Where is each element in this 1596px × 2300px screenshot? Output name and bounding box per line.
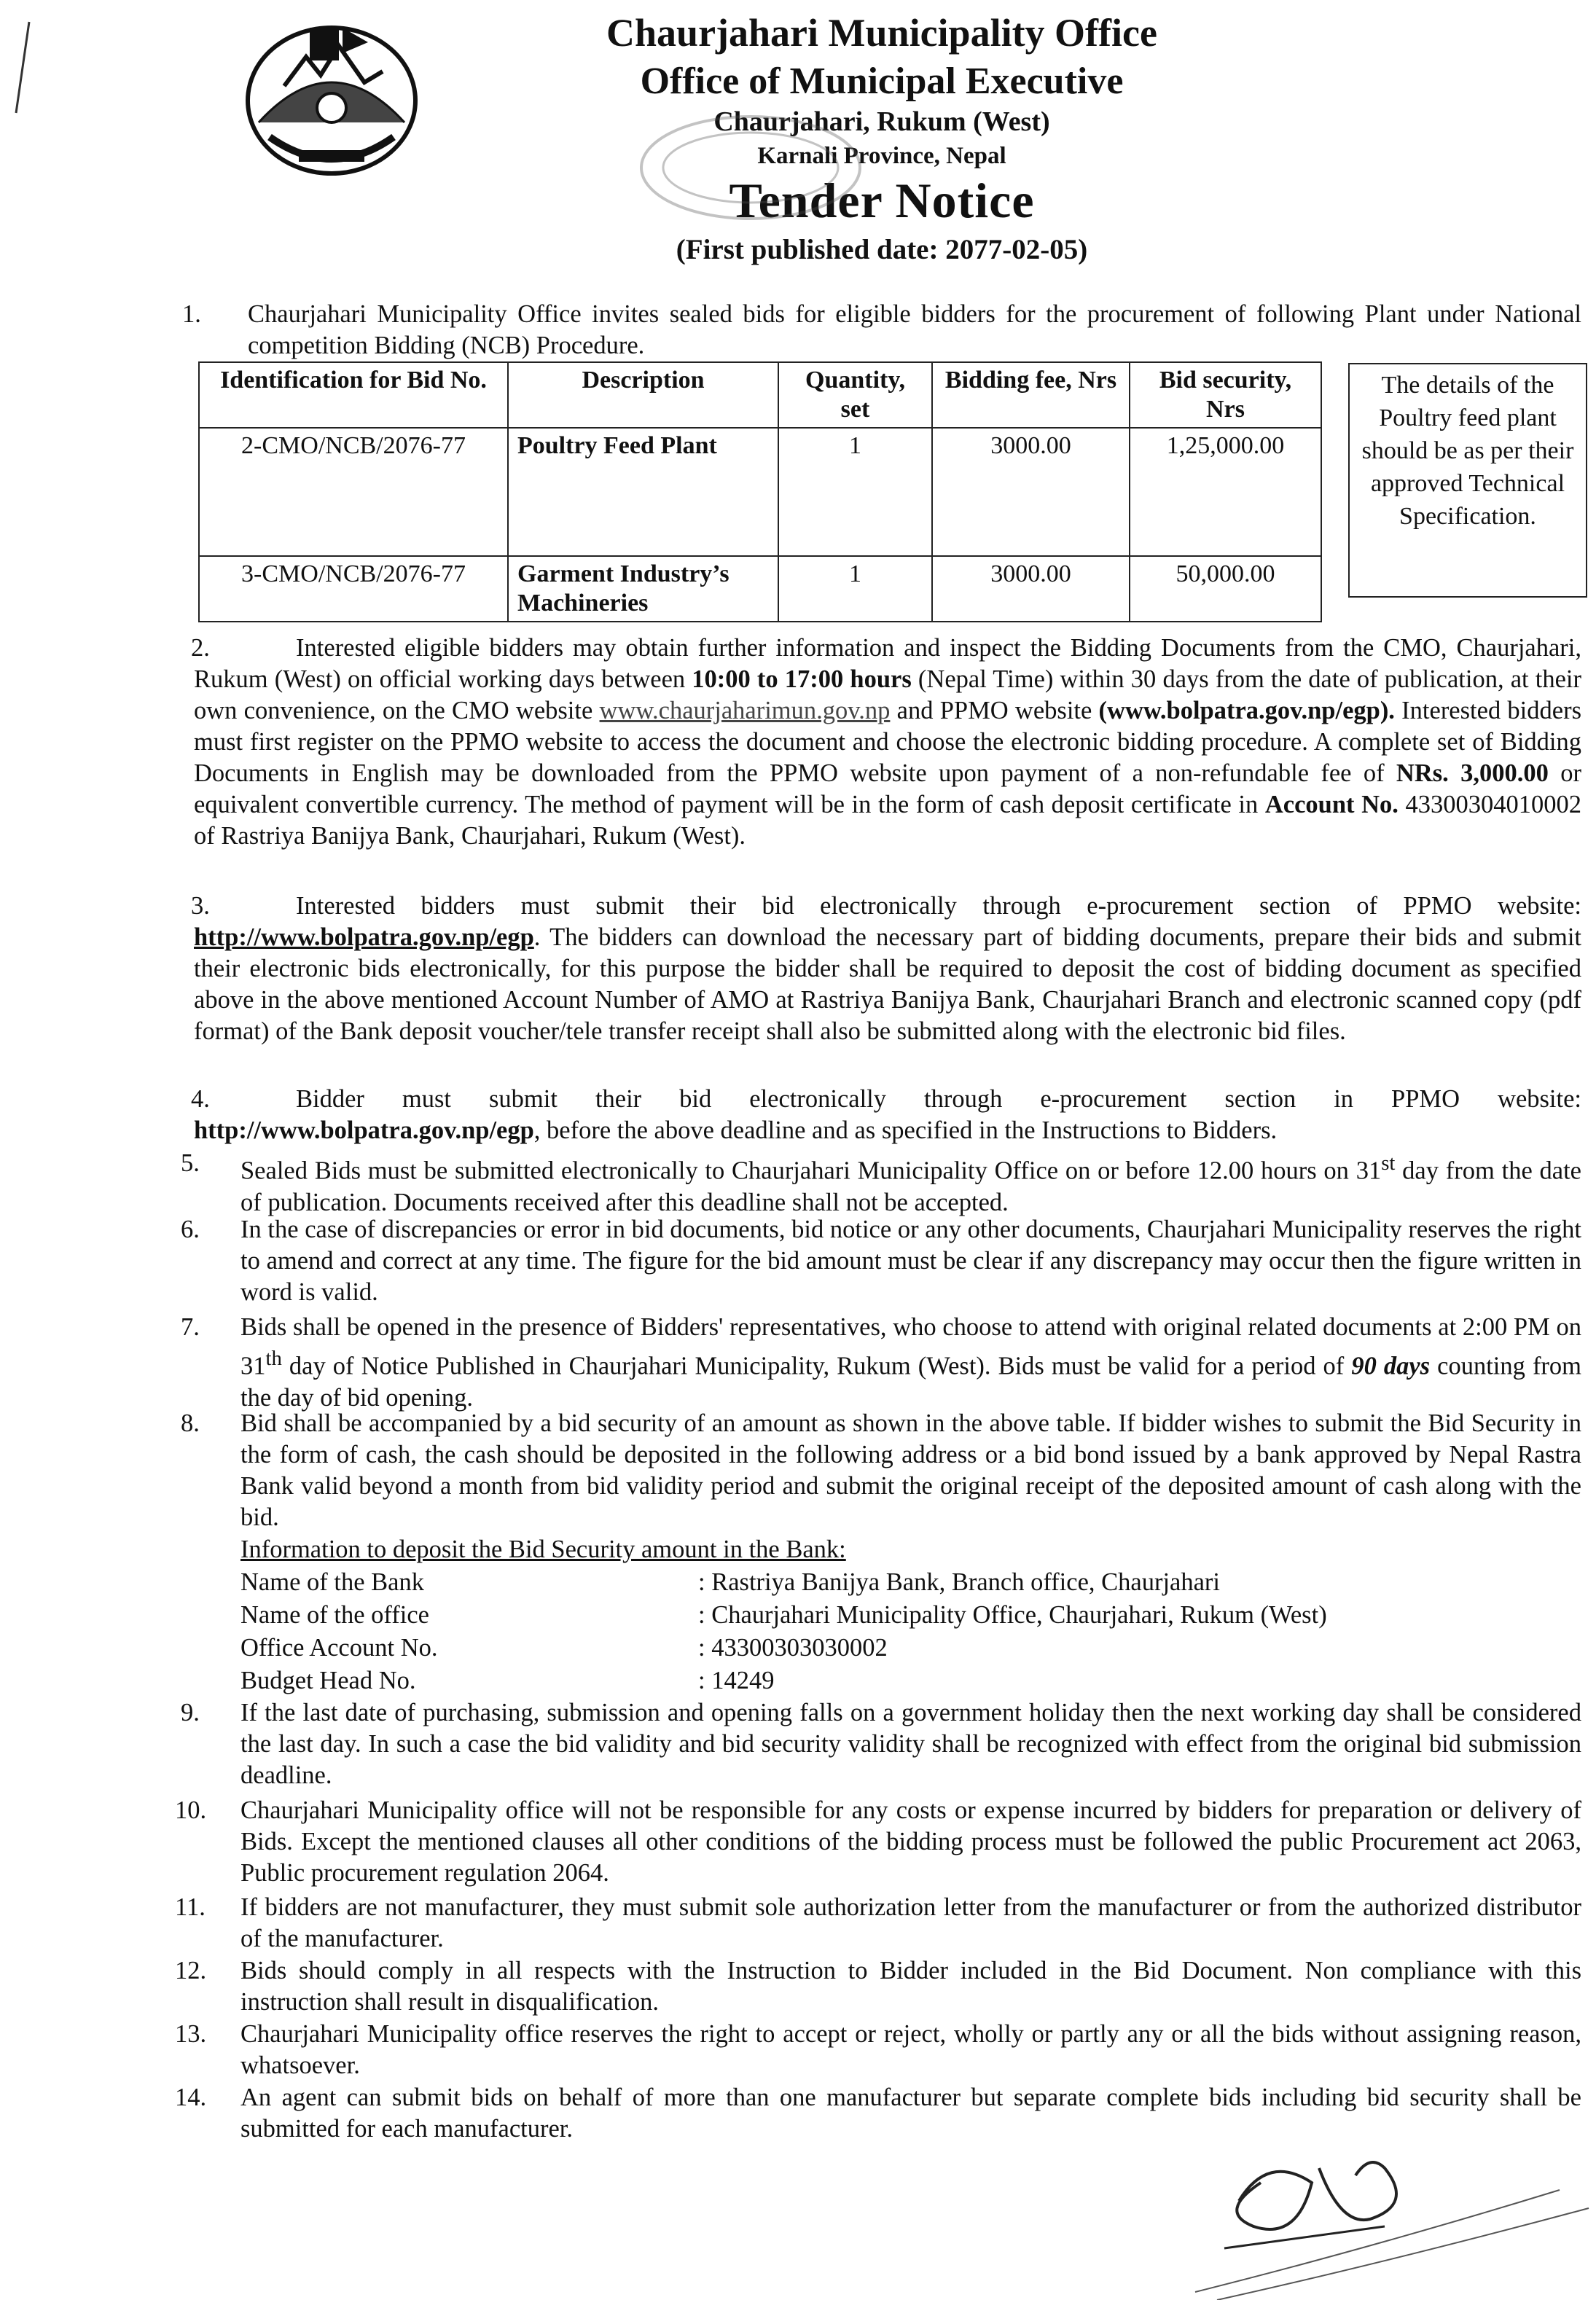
para-9-number: 9. bbox=[181, 1699, 200, 1726]
nepal-emblem-logo bbox=[240, 13, 423, 181]
cell-quantity: 1 bbox=[778, 556, 932, 622]
para-4-number: 4. bbox=[191, 1085, 210, 1113]
margin-pen-mark bbox=[7, 18, 36, 120]
para-12-text: Bids should comply in all respects with the Instruction to Bidder included in the Bid Document. Non compliance with this instruction shall result in disqualification. bbox=[240, 1957, 1581, 2016]
para-5-text: Sealed Bids must be submitted electronically to Chaurjahari Municipality Office on or before 12.00 hours on 31st day from the date of publication. Documents received after this deadline shall not be accepted. bbox=[240, 1151, 1581, 1216]
para-13-text: Chaurjahari Municipality office reserves the right to accept or reject, wholly or partly any or all the bids without assigning reason, whatsoever. bbox=[240, 2020, 1581, 2079]
para-13-number: 13. bbox=[175, 2020, 207, 2048]
ppmo-egp-link-2[interactable]: http://www.bolpatra.gov.np/egp bbox=[194, 1116, 534, 1144]
para-2-text: Interested eligible bidders may obtain further information and inspect the Bidding Documents from the CMO, Chaurjahari, Rukum (West) on official working days between 10:00 to 17:00 hours (Nepal Time) within 30 days from the date of publication, at their own convenience, on the CMO website www.chaurjaharimun.gov.np and PPMO website (www.bolpatra.gov.np/egp). Interested bidders must first register on the PPMO website to access the document and choose the electronic bidding procedure. A complete set of Bidding Documents in English may be downloaded from the PPMO website upon payment of a non-refundable fee of NRs. 3,000.00 or equivalent convertible currency. The method of payment will be in the form of cash deposit certificate in Account No. 43300304010002 of Rastriya Banijya Bank, Chaurjahari, Rukum (West). bbox=[194, 634, 1582, 850]
cell-id: 2-CMO/NCB/2076-77 bbox=[199, 428, 508, 556]
para-14-number: 14. bbox=[175, 2084, 207, 2111]
ppmo-website-link[interactable]: (www.bolpatra.gov.np/egp). bbox=[1098, 697, 1395, 724]
col-header-description: Description bbox=[508, 362, 778, 428]
ppmo-egp-link[interactable]: http://www.bolpatra.gov.np/egp bbox=[194, 923, 534, 951]
para-8-text: Bid shall be accompanied by a bid security of an amount as shown in the above table. If bidder wishes to submit the Bid Security in the form of cash, the cash should be deposited in the following address or a bid bond issued by a bank approved by Nepal Rastra Bank valid beyond a month from bid validity period and submit the original receipt of the deposited amount of cash along with the bid. bbox=[240, 1409, 1581, 1531]
para-1-number: 1. bbox=[182, 300, 201, 328]
officer-signature bbox=[1151, 2139, 1596, 2300]
para-9-text: If the last date of purchasing, submission and opening falls on a government holiday then the next working day shall be considered the last day. In such a case the bid validity and bid security validity shall be recognized with effect from the original bid submission deadline. bbox=[240, 1699, 1581, 1789]
col-header-id: Identification for Bid No. bbox=[199, 362, 508, 428]
para-14-text: An agent can submit bids on behalf of more than one manufacturer but separate complete bids including bid security shall be submitted for each manufacturer. bbox=[240, 2084, 1581, 2143]
col-header-security: Bid security, Nrs bbox=[1130, 362, 1321, 428]
table-row bbox=[199, 556, 1321, 622]
para-3-number: 3. bbox=[191, 892, 210, 920]
office-location: Chaurjahari, Rukum (West) bbox=[713, 106, 1050, 137]
office-subtitle: Office of Municipal Executive bbox=[640, 60, 1124, 102]
office-name: Chaurjahari Municipality Office bbox=[606, 11, 1157, 55]
specification-note: The details of the Poultry feed plant should be as per their approved Technical Specification. bbox=[1348, 363, 1587, 598]
cell-fee: 3000.00 bbox=[932, 556, 1130, 622]
bank-name-value: : Rastriya Banijya Bank, Branch office, Chaurjahari bbox=[698, 1568, 1220, 1596]
para-5-number: 5. bbox=[181, 1149, 200, 1177]
para-3-text: Interested bidders must submit their bid electronically through e-procurement section of PPMO website: http://www.bolpatra.gov.np/egp. The bidders can download the necessary part of bidding documents, prepare their bids and submit their electronic bids electronically, for this purpose the bidder shall be required to deposit the cost of bidding document as specified above in the above mentioned Account Number of AMO at Rastriya Banijya Bank, Chaurjahari Branch and electronic scanned copy (pdf format) of the Bank deposit voucher/tele transfer receipt shall also be submitted along with the electronic bid files. bbox=[194, 892, 1581, 1045]
bank-name-label: Name of the Bank bbox=[240, 1568, 424, 1596]
office-name-value: : Chaurjahari Municipality Office, Chaurjahari, Rukum (West) bbox=[698, 1601, 1327, 1629]
cell-id: 3-CMO/NCB/2076-77 bbox=[199, 556, 508, 622]
para-4-text: Bidder must submit their bid electronically through e-procurement section in PPMO website: http://www.bolpatra.gov.np/egp, before the above deadline and as specified in the Instructions to Bidders. bbox=[194, 1085, 1581, 1144]
cell-description: Poultry Feed Plant bbox=[508, 428, 778, 556]
page-title: Tender Notice bbox=[729, 173, 1035, 228]
municipal-stamp bbox=[634, 109, 867, 226]
cell-security: 1,25,000.00 bbox=[1130, 428, 1321, 556]
table-row bbox=[199, 428, 1321, 556]
bank-info-heading: Information to deposit the Bid Security amount in the Bank: bbox=[240, 1536, 846, 1563]
para-11-number: 11. bbox=[175, 1893, 206, 1921]
account-no-value: : 43300303030002 bbox=[698, 1634, 888, 1662]
para-10-number: 10. bbox=[175, 1796, 207, 1824]
cell-fee: 3000.00 bbox=[932, 428, 1130, 556]
cmo-website-link[interactable]: www.chaurjaharimun.gov.np bbox=[599, 697, 891, 724]
table-header-row bbox=[199, 362, 1321, 428]
para-6-number: 6. bbox=[181, 1216, 200, 1243]
para-1-text: Chaurjahari Municipality Office invites sealed bids for eligible bidders for the procurement of following Plant under National competition Bidding (NCB) Procedure. bbox=[248, 300, 1581, 359]
para-7-text: Bids shall be opened in the presence of Bidders' representatives, who choose to attend with original related documents at 2:00 PM on 31th day of Notice Published in Chaurjahari Municipality, Rukum (West). Bids must be valid for a period of 90 days counting from the day of bid opening. bbox=[240, 1313, 1582, 1412]
para-2-number: 2. bbox=[191, 634, 210, 662]
para-12-number: 12. bbox=[175, 1957, 207, 1984]
para-8-number: 8. bbox=[181, 1409, 200, 1437]
cell-description: Garment Industry’s Machineries bbox=[508, 556, 778, 622]
col-header-quantity: Quantity, set bbox=[778, 362, 932, 428]
cell-quantity: 1 bbox=[778, 428, 932, 556]
office-province: Karnali Province, Nepal bbox=[757, 143, 1006, 169]
para-7-number: 7. bbox=[181, 1313, 200, 1341]
bid-table bbox=[198, 361, 1322, 622]
cell-security: 50,000.00 bbox=[1130, 556, 1321, 622]
para-10-text: Chaurjahari Municipality office will not be responsible for any costs or expense incurred by bidders for preparation or delivery of Bids. Except the mentioned clauses all other conditions of the bidding process must be followed the public Procurement act 2063, Public procurement regulation 2064. bbox=[240, 1796, 1581, 1887]
budget-head-label: Budget Head No. bbox=[240, 1667, 416, 1694]
account-no-label: Office Account No. bbox=[240, 1634, 438, 1662]
para-6-text: In the case of discrepancies or error in bid documents, bid notice or any other documents, Chaurjahari Municipality reserves the right to amend and correct at any time. The figure for the bid amount must be clear if any discrepancy may occur then the figure written in word is valid. bbox=[240, 1216, 1581, 1306]
published-date: (First published date: 2077-02-05) bbox=[676, 234, 1088, 265]
col-header-fee: Bidding fee, Nrs bbox=[932, 362, 1130, 428]
budget-head-value: : 14249 bbox=[698, 1667, 775, 1694]
office-name-label: Name of the office bbox=[240, 1601, 429, 1629]
para-11-text: If bidders are not manufacturer, they must submit sole authorization letter from the manufacturer or from the authorized distributor of the manufacturer. bbox=[240, 1893, 1581, 1952]
